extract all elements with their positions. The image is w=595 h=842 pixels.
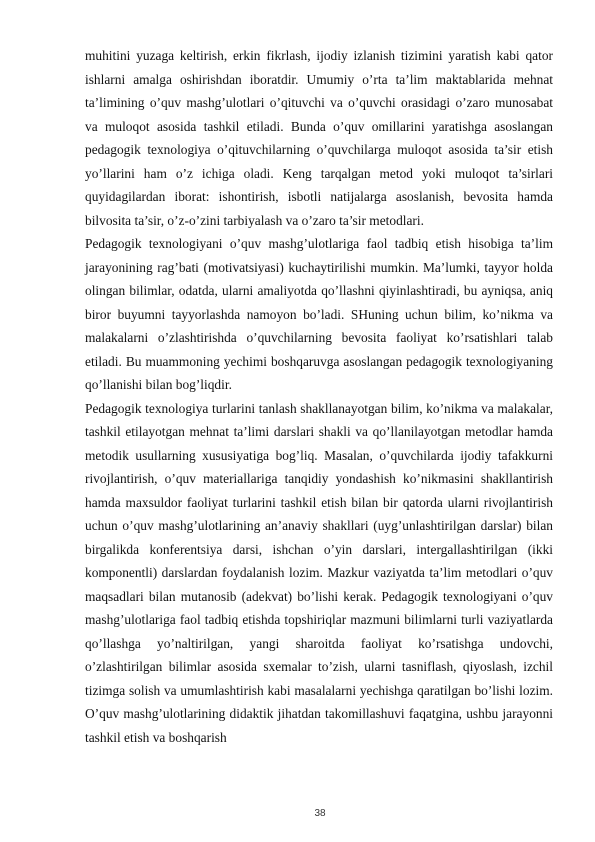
paragraph-1: muhitini yuzaga keltirish, erkin fikrlash, ijodiy izlanish tizimini yaratish kabi qator ishlarni amalga oshirishdan iboratdir. Umumiy o’rta ta’lim maktablarida mehnat ta’limining o’quv mashg’ulotlari o’qituvchi va o’quvchi orasidagi o’zaro munosabat va muloqot asosida tashkil etiladi. Bunda o’quv omillarini yaratishga asoslangan pedagogik texnologiya o’qituvchilarning o’quvchilarga muloqot asosida ta’sir etish yo’llarini ham o’z ichiga oladi. Keng tarqalgan metod yoki muloqot ta’sirlari quyidagilardan iborat: ishontirish, isbotli natijalarga asoslanish, bevosita hamda bilvosita ta’sir, o’z-o’zini tarbiyalash va o’zaro ta’sir metodlari. (85, 48, 553, 228)
paragraph-3: Pedagogik texnologiya turlarini tanlash shakllanayotgan bilim, ko’nikma va malakalar, tashkil etilayotgan mehnat ta’limi darslari shakli va qo’llanilayotgan metodlar hamda metodik usullarning xususiyatiga bog’liq. Masalan, o’quvchilarda ijodiy tafakkurni rivojlantirish, o’quv materiallariga tanqidiy yondashish ko’nikmasini shakllantirish hamda maxsuldor faoliyat turlarini tashkil etish bilan bir qatorda ularni rivojlantirish uchun o’quv mashg’ulotlarining an’anaviy shakllari (uyg’unlashtirilgan darslar) bilan birgalikda konferentsiya darsi, ishchan o’yin darslari, intergallashtirilgan (ikki komponentli) darslardan foydalanish lozim. Mazkur vaziyatda ta’lim metodlari o’quv maqsadlari bilan mutanosib (adekvat) bo’lishi kerak. Pedagogik texnologiyani o’quv mashg’ulotlariga faol tadbiq etishda topshiriqlar mazmuni bilimlarni turli vaziyatlarda qo’llashga yo’naltirilgan, yangi sharoitda faoliyat ko’rsatishga undovchi, o’zlashtirilgan bilimlar asosida sxemalar to’zish, ularni tasniflash, qiyoslash, izchil tizimga solish va umumlashtirish kabi masalalarni yechishga qaratilgan bo’lishi lozim. O’quv mashg’ulotlarining didaktik jihatdan takomillashuvi faqatgina, ushbu jarayonni tashkil etish va boshqarish (85, 400, 553, 745)
paragraph-2: Pedagogik texnologiyani o’quv mashg’ulotlariga faol tadbiq etish hisobiga ta’lim jarayonining rag’bati (motivatsiyasi) kuchaytirilishi mumkin. Ma’lumki, tayyor holda olingan bilimlar, odatda, ularni amaliyotda qo’llashni qiyinlashtiradi, bu ayniqsa, aniq biror buyumni tayyorlashda namoyon bo’ladi. SHuning uchun bilim, ko’nikma va malakalarni o’zlashtirishda o’quvchilarning bevosita faoliyat ko’rsatishlari talab etiladi. Bu muammoning yechimi boshqaruvga asoslangan pedagogik texnologiyaning qo’llanishi bilan bog’liqdir. (85, 236, 553, 392)
body-text (85, 44, 553, 749)
page-number: 38 (314, 808, 326, 819)
